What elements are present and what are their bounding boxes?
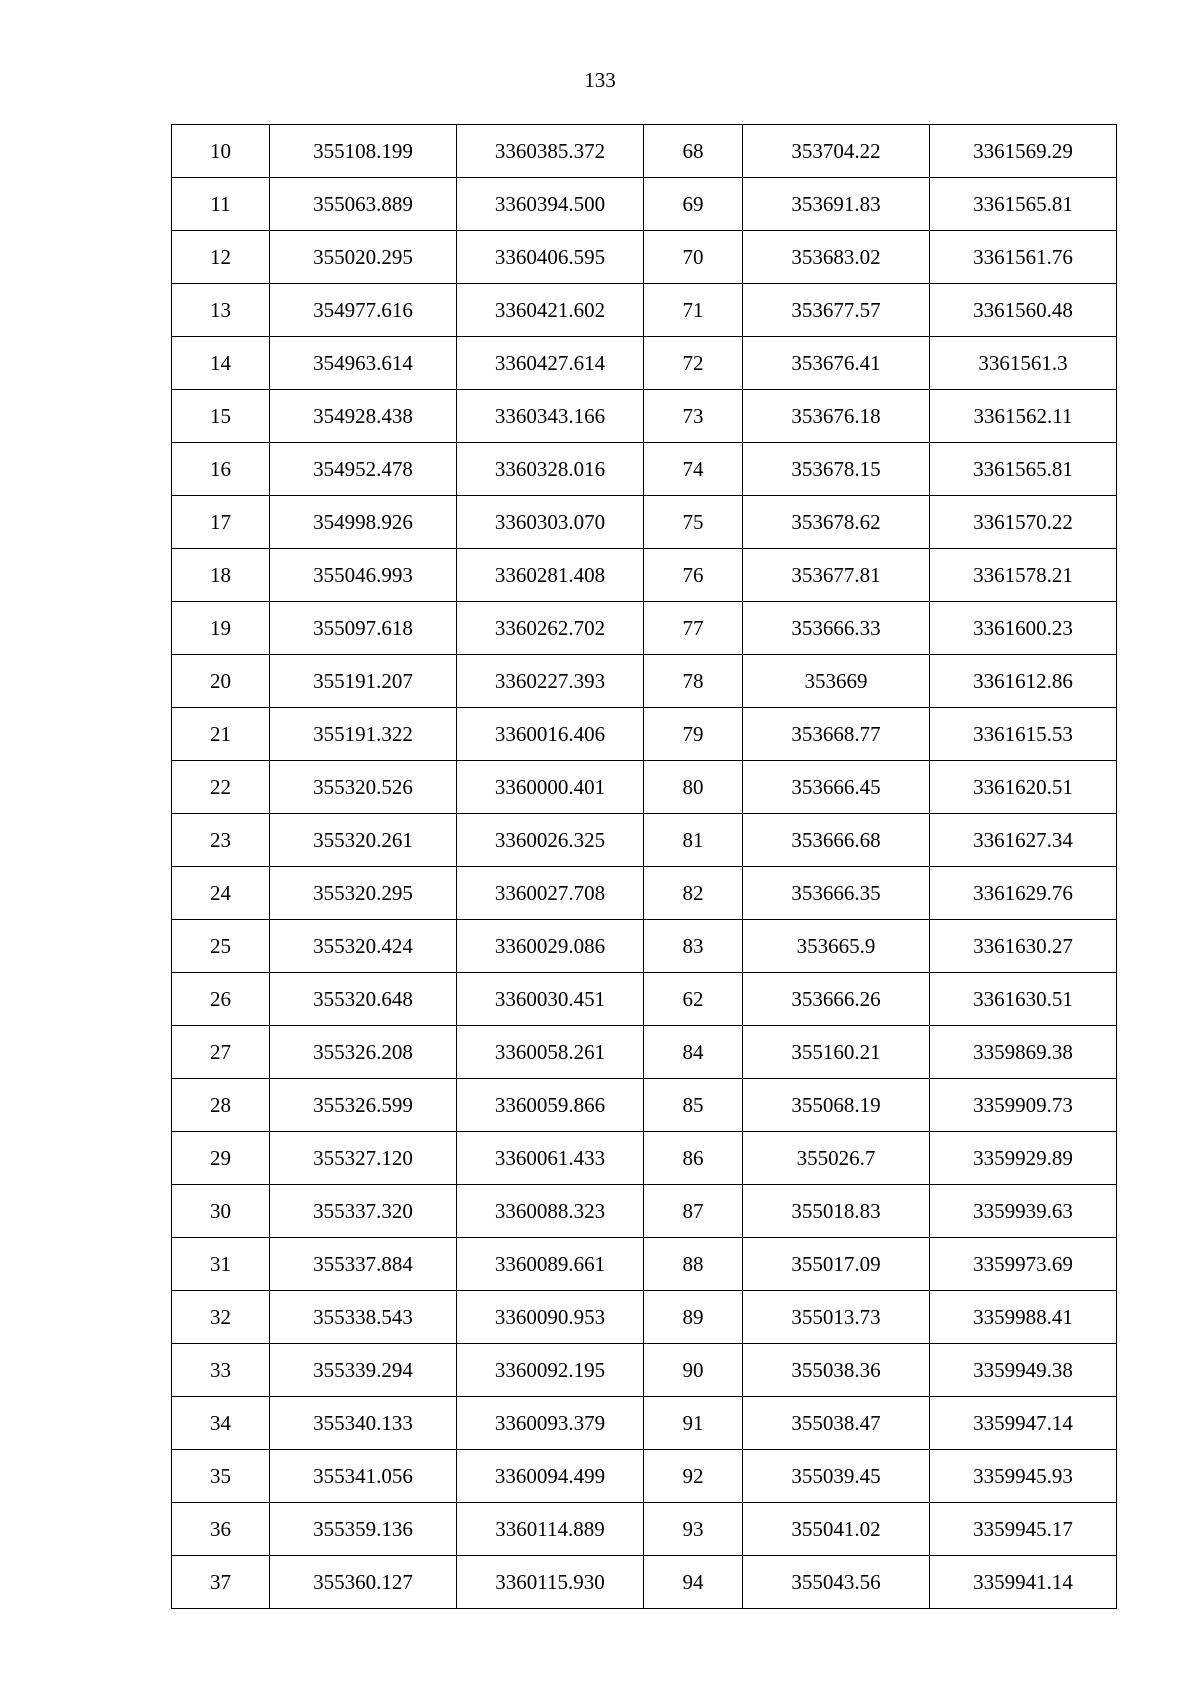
point-number-right: 93 xyxy=(644,1503,743,1556)
page-number: 133 xyxy=(584,68,616,92)
point-number-right: 68 xyxy=(644,125,743,178)
x-coordinate-right: 353676.18 xyxy=(743,390,930,443)
x-coordinate-right: 353666.35 xyxy=(743,867,930,920)
table-row xyxy=(172,549,1117,602)
point-number-right: 62 xyxy=(644,973,743,1026)
x-coordinate-left: 355340.133 xyxy=(270,1397,457,1450)
x-coordinate-left: 355191.322 xyxy=(270,708,457,761)
y-coordinate-right: 3359949.38 xyxy=(930,1344,1117,1397)
table-row xyxy=(172,231,1117,284)
y-coordinate-left: 3360394.500 xyxy=(457,178,644,231)
point-number-left: 23 xyxy=(172,814,270,867)
y-coordinate-left: 3360343.166 xyxy=(457,390,644,443)
y-coordinate-right: 3359945.93 xyxy=(930,1450,1117,1503)
point-number-right: 70 xyxy=(644,231,743,284)
point-number-right: 71 xyxy=(644,284,743,337)
point-number-left: 22 xyxy=(172,761,270,814)
point-number-left: 10 xyxy=(172,125,270,178)
table-row xyxy=(172,1185,1117,1238)
point-number-left: 12 xyxy=(172,231,270,284)
x-coordinate-right: 353668.77 xyxy=(743,708,930,761)
point-number-right: 82 xyxy=(644,867,743,920)
x-coordinate-left: 355327.120 xyxy=(270,1132,457,1185)
y-coordinate-left: 3360385.372 xyxy=(457,125,644,178)
point-number-left: 31 xyxy=(172,1238,270,1291)
x-coordinate-left: 355337.320 xyxy=(270,1185,457,1238)
y-coordinate-right: 3361630.51 xyxy=(930,973,1117,1026)
point-number-left: 27 xyxy=(172,1026,270,1079)
y-coordinate-right: 3361560.48 xyxy=(930,284,1117,337)
point-number-left: 32 xyxy=(172,1291,270,1344)
table-row xyxy=(172,602,1117,655)
x-coordinate-left: 355360.127 xyxy=(270,1556,457,1609)
table-row xyxy=(172,1132,1117,1185)
x-coordinate-right: 355068.19 xyxy=(743,1079,930,1132)
table-row xyxy=(172,178,1117,231)
table-row xyxy=(172,867,1117,920)
y-coordinate-right: 3361565.81 xyxy=(930,178,1117,231)
y-coordinate-left: 3360262.702 xyxy=(457,602,644,655)
y-coordinate-left: 3360092.195 xyxy=(457,1344,644,1397)
x-coordinate-left: 355338.543 xyxy=(270,1291,457,1344)
x-coordinate-left: 354977.616 xyxy=(270,284,457,337)
point-number-right: 69 xyxy=(644,178,743,231)
coordinate-table-body xyxy=(172,125,1117,1609)
point-number-right: 79 xyxy=(644,708,743,761)
x-coordinate-right: 353665.9 xyxy=(743,920,930,973)
point-number-left: 20 xyxy=(172,655,270,708)
y-coordinate-right: 3361612.86 xyxy=(930,655,1117,708)
x-coordinate-right: 353666.33 xyxy=(743,602,930,655)
y-coordinate-left: 3360090.953 xyxy=(457,1291,644,1344)
y-coordinate-right: 3361600.23 xyxy=(930,602,1117,655)
y-coordinate-left: 3360027.708 xyxy=(457,867,644,920)
table-row xyxy=(172,1503,1117,1556)
x-coordinate-left: 354998.926 xyxy=(270,496,457,549)
table-row xyxy=(172,761,1117,814)
table-row xyxy=(172,920,1117,973)
y-coordinate-right: 3359909.73 xyxy=(930,1079,1117,1132)
point-number-left: 18 xyxy=(172,549,270,602)
y-coordinate-left: 3360000.401 xyxy=(457,761,644,814)
y-coordinate-right: 3361565.81 xyxy=(930,443,1117,496)
table-row xyxy=(172,1450,1117,1503)
x-coordinate-right: 355018.83 xyxy=(743,1185,930,1238)
point-number-left: 16 xyxy=(172,443,270,496)
table-row xyxy=(172,1556,1117,1609)
point-number-right: 86 xyxy=(644,1132,743,1185)
table-row xyxy=(172,1291,1117,1344)
x-coordinate-left: 355339.294 xyxy=(270,1344,457,1397)
x-coordinate-left: 354952.478 xyxy=(270,443,457,496)
x-coordinate-left: 355191.207 xyxy=(270,655,457,708)
point-number-left: 33 xyxy=(172,1344,270,1397)
point-number-left: 28 xyxy=(172,1079,270,1132)
x-coordinate-right: 353666.45 xyxy=(743,761,930,814)
table-row xyxy=(172,1238,1117,1291)
point-number-right: 73 xyxy=(644,390,743,443)
point-number-right: 81 xyxy=(644,814,743,867)
y-coordinate-right: 3361627.34 xyxy=(930,814,1117,867)
point-number-right: 72 xyxy=(644,337,743,390)
x-coordinate-right: 353677.57 xyxy=(743,284,930,337)
point-number-right: 77 xyxy=(644,602,743,655)
point-number-left: 17 xyxy=(172,496,270,549)
y-coordinate-right: 3359945.17 xyxy=(930,1503,1117,1556)
point-number-left: 13 xyxy=(172,284,270,337)
y-coordinate-left: 3360058.261 xyxy=(457,1026,644,1079)
x-coordinate-left: 355326.208 xyxy=(270,1026,457,1079)
y-coordinate-right: 3359941.14 xyxy=(930,1556,1117,1609)
x-coordinate-right: 353666.68 xyxy=(743,814,930,867)
y-coordinate-right: 3359929.89 xyxy=(930,1132,1117,1185)
y-coordinate-left: 3360030.451 xyxy=(457,973,644,1026)
table-row xyxy=(172,655,1117,708)
x-coordinate-right: 355041.02 xyxy=(743,1503,930,1556)
y-coordinate-right: 3361562.11 xyxy=(930,390,1117,443)
point-number-right: 74 xyxy=(644,443,743,496)
point-number-left: 25 xyxy=(172,920,270,973)
point-number-left: 36 xyxy=(172,1503,270,1556)
table-row xyxy=(172,1344,1117,1397)
point-number-right: 92 xyxy=(644,1450,743,1503)
y-coordinate-left: 3360093.379 xyxy=(457,1397,644,1450)
x-coordinate-right: 353683.02 xyxy=(743,231,930,284)
point-number-left: 37 xyxy=(172,1556,270,1609)
y-coordinate-left: 3360026.325 xyxy=(457,814,644,867)
table-row xyxy=(172,390,1117,443)
y-coordinate-left: 3360303.070 xyxy=(457,496,644,549)
table-row xyxy=(172,284,1117,337)
x-coordinate-left: 354928.438 xyxy=(270,390,457,443)
y-coordinate-left: 3360227.393 xyxy=(457,655,644,708)
table-row xyxy=(172,337,1117,390)
y-coordinate-left: 3360016.406 xyxy=(457,708,644,761)
y-coordinate-left: 3360406.595 xyxy=(457,231,644,284)
x-coordinate-left: 355320.526 xyxy=(270,761,457,814)
point-number-left: 24 xyxy=(172,867,270,920)
x-coordinate-right: 355043.56 xyxy=(743,1556,930,1609)
y-coordinate-right: 3361578.21 xyxy=(930,549,1117,602)
y-coordinate-right: 3361570.22 xyxy=(930,496,1117,549)
point-number-left: 26 xyxy=(172,973,270,1026)
x-coordinate-left: 355359.136 xyxy=(270,1503,457,1556)
x-coordinate-left: 355320.648 xyxy=(270,973,457,1026)
point-number-left: 19 xyxy=(172,602,270,655)
x-coordinate-right: 353678.62 xyxy=(743,496,930,549)
x-coordinate-right: 353677.81 xyxy=(743,549,930,602)
x-coordinate-left: 355326.599 xyxy=(270,1079,457,1132)
point-number-right: 89 xyxy=(644,1291,743,1344)
y-coordinate-left: 3360094.499 xyxy=(457,1450,644,1503)
x-coordinate-left: 355320.424 xyxy=(270,920,457,973)
point-number-left: 35 xyxy=(172,1450,270,1503)
table-row xyxy=(172,1079,1117,1132)
table-row xyxy=(172,814,1117,867)
y-coordinate-right: 3361561.76 xyxy=(930,231,1117,284)
point-number-left: 14 xyxy=(172,337,270,390)
point-number-left: 29 xyxy=(172,1132,270,1185)
point-number-left: 21 xyxy=(172,708,270,761)
x-coordinate-left: 355108.199 xyxy=(270,125,457,178)
y-coordinate-right: 3361629.76 xyxy=(930,867,1117,920)
table-row xyxy=(172,1026,1117,1079)
point-number-left: 30 xyxy=(172,1185,270,1238)
table-row xyxy=(172,496,1117,549)
x-coordinate-left: 355337.884 xyxy=(270,1238,457,1291)
point-number-right: 85 xyxy=(644,1079,743,1132)
x-coordinate-left: 355063.889 xyxy=(270,178,457,231)
y-coordinate-left: 3360427.614 xyxy=(457,337,644,390)
point-number-left: 34 xyxy=(172,1397,270,1450)
point-number-right: 76 xyxy=(644,549,743,602)
y-coordinate-right: 3359988.41 xyxy=(930,1291,1117,1344)
y-coordinate-right: 3359973.69 xyxy=(930,1238,1117,1291)
y-coordinate-right: 3361561.3 xyxy=(930,337,1117,390)
x-coordinate-left: 354963.614 xyxy=(270,337,457,390)
x-coordinate-right: 355160.21 xyxy=(743,1026,930,1079)
x-coordinate-right: 355039.45 xyxy=(743,1450,930,1503)
y-coordinate-right: 3361569.29 xyxy=(930,125,1117,178)
x-coordinate-right: 355038.47 xyxy=(743,1397,930,1450)
point-number-right: 84 xyxy=(644,1026,743,1079)
y-coordinate-left: 3360029.086 xyxy=(457,920,644,973)
y-coordinate-left: 3360421.602 xyxy=(457,284,644,337)
point-number-right: 80 xyxy=(644,761,743,814)
point-number-left: 15 xyxy=(172,390,270,443)
x-coordinate-right: 353678.15 xyxy=(743,443,930,496)
y-coordinate-left: 3360061.433 xyxy=(457,1132,644,1185)
table-row xyxy=(172,708,1117,761)
x-coordinate-right: 353704.22 xyxy=(743,125,930,178)
point-number-right: 87 xyxy=(644,1185,743,1238)
x-coordinate-right: 355026.7 xyxy=(743,1132,930,1185)
x-coordinate-right: 353676.41 xyxy=(743,337,930,390)
y-coordinate-left: 3360059.866 xyxy=(457,1079,644,1132)
y-coordinate-right: 3361630.27 xyxy=(930,920,1117,973)
y-coordinate-left: 3360089.661 xyxy=(457,1238,644,1291)
point-number-right: 78 xyxy=(644,655,743,708)
point-number-right: 75 xyxy=(644,496,743,549)
table-row xyxy=(172,443,1117,496)
point-number-right: 88 xyxy=(644,1238,743,1291)
table-row xyxy=(172,125,1117,178)
table-row xyxy=(172,1397,1117,1450)
y-coordinate-right: 3359939.63 xyxy=(930,1185,1117,1238)
x-coordinate-left: 355046.993 xyxy=(270,549,457,602)
x-coordinate-left: 355341.056 xyxy=(270,1450,457,1503)
table-row xyxy=(172,973,1117,1026)
x-coordinate-right: 353691.83 xyxy=(743,178,930,231)
coordinate-table xyxy=(171,124,1117,1609)
x-coordinate-right: 355013.73 xyxy=(743,1291,930,1344)
x-coordinate-right: 355017.09 xyxy=(743,1238,930,1291)
y-coordinate-left: 3360328.016 xyxy=(457,443,644,496)
x-coordinate-left: 355320.295 xyxy=(270,867,457,920)
x-coordinate-right: 355038.36 xyxy=(743,1344,930,1397)
y-coordinate-right: 3361620.51 xyxy=(930,761,1117,814)
x-coordinate-left: 355097.618 xyxy=(270,602,457,655)
y-coordinate-left: 3360088.323 xyxy=(457,1185,644,1238)
y-coordinate-right: 3359947.14 xyxy=(930,1397,1117,1450)
point-number-right: 91 xyxy=(644,1397,743,1450)
point-number-right: 90 xyxy=(644,1344,743,1397)
y-coordinate-right: 3361615.53 xyxy=(930,708,1117,761)
y-coordinate-right: 3359869.38 xyxy=(930,1026,1117,1079)
point-number-right: 94 xyxy=(644,1556,743,1609)
point-number-right: 83 xyxy=(644,920,743,973)
y-coordinate-left: 3360115.930 xyxy=(457,1556,644,1609)
y-coordinate-left: 3360114.889 xyxy=(457,1503,644,1556)
x-coordinate-left: 355020.295 xyxy=(270,231,457,284)
x-coordinate-right: 353669 xyxy=(743,655,930,708)
x-coordinate-right: 353666.26 xyxy=(743,973,930,1026)
y-coordinate-left: 3360281.408 xyxy=(457,549,644,602)
x-coordinate-left: 355320.261 xyxy=(270,814,457,867)
point-number-left: 11 xyxy=(172,178,270,231)
